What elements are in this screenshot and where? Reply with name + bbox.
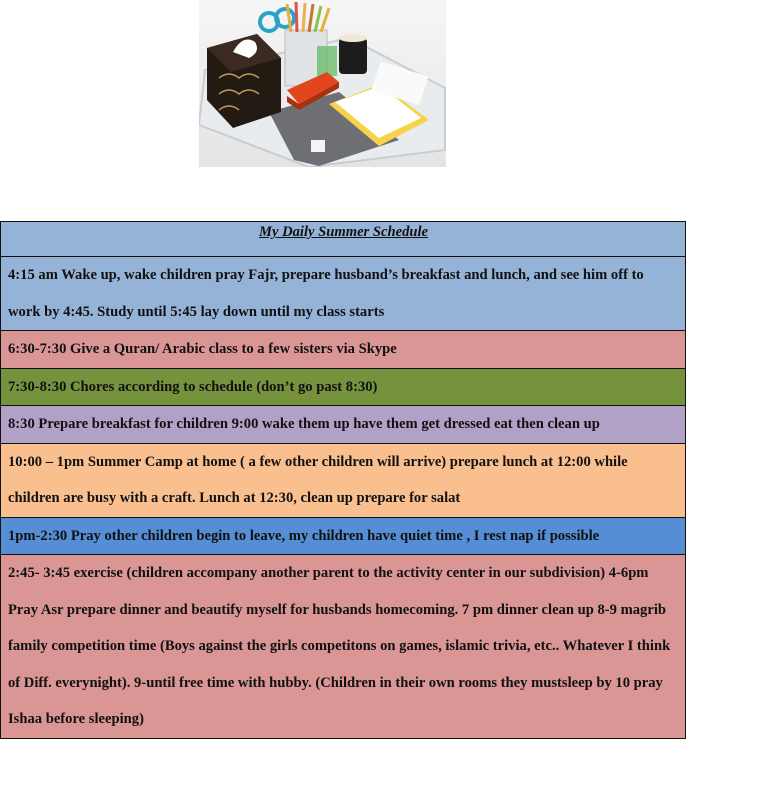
schedule-row	[1, 517, 686, 555]
schedule-title: My Daily Summer Schedule	[258, 224, 429, 240]
schedule-row	[1, 555, 686, 739]
schedule-entry: 1pm-2:30 Pray other children begin to leave, my children have quiet time , I rest nap if possible	[1, 517, 686, 555]
daily-schedule-table	[0, 221, 686, 739]
table-title-cell	[1, 222, 686, 257]
schedule-entry: 4:15 am Wake up, wake children pray Fajr, prepare husband’s breakfast and lunch, and see him off to work by 4:45. Study until 5:45 lay down until my class starts	[1, 257, 686, 331]
schedule-row	[1, 257, 686, 331]
schedule-entry: 10:00 – 1pm Summer Camp at home ( a few other children will arrive) prepare lunch at 12:00 while children are busy with a craft. Lunch at 12:30, clean up prepare for salat	[1, 443, 686, 517]
desk-organizer-illustration	[199, 0, 446, 167]
schedule-entry: 7:30-8:30 Chores according to schedule (don’t go past 8:30)	[1, 368, 686, 406]
table-title-row	[1, 222, 686, 257]
schedule-row	[1, 368, 686, 406]
schedule-row	[1, 406, 686, 444]
schedule-entry: 6:30-7:30 Give a Quran/ Arabic class to a few sisters via Skype	[1, 331, 686, 369]
schedule-entry: 8:30 Prepare breakfast for children 9:00 wake them up have them get dressed eat then clean up	[1, 406, 686, 444]
schedule-row	[1, 331, 686, 369]
desk-organizer-photo	[199, 0, 446, 167]
schedule-entry: 2:45- 3:45 exercise (children accompany another parent to the activity center in our subdivision) 4-6pm Pray Asr prepare dinner and beautify myself for husbands homecoming. 7 pm dinner clean up 8-9 magrib family competition time (Boys against the girls competitons on games, islamic trivia, etc.. Whatever I think of Diff. everynight). 9-until free time with hubby. (Children in their own rooms they mustsleep by 10 pray Ishaa before sleeping)	[1, 555, 686, 739]
schedule-row	[1, 443, 686, 517]
